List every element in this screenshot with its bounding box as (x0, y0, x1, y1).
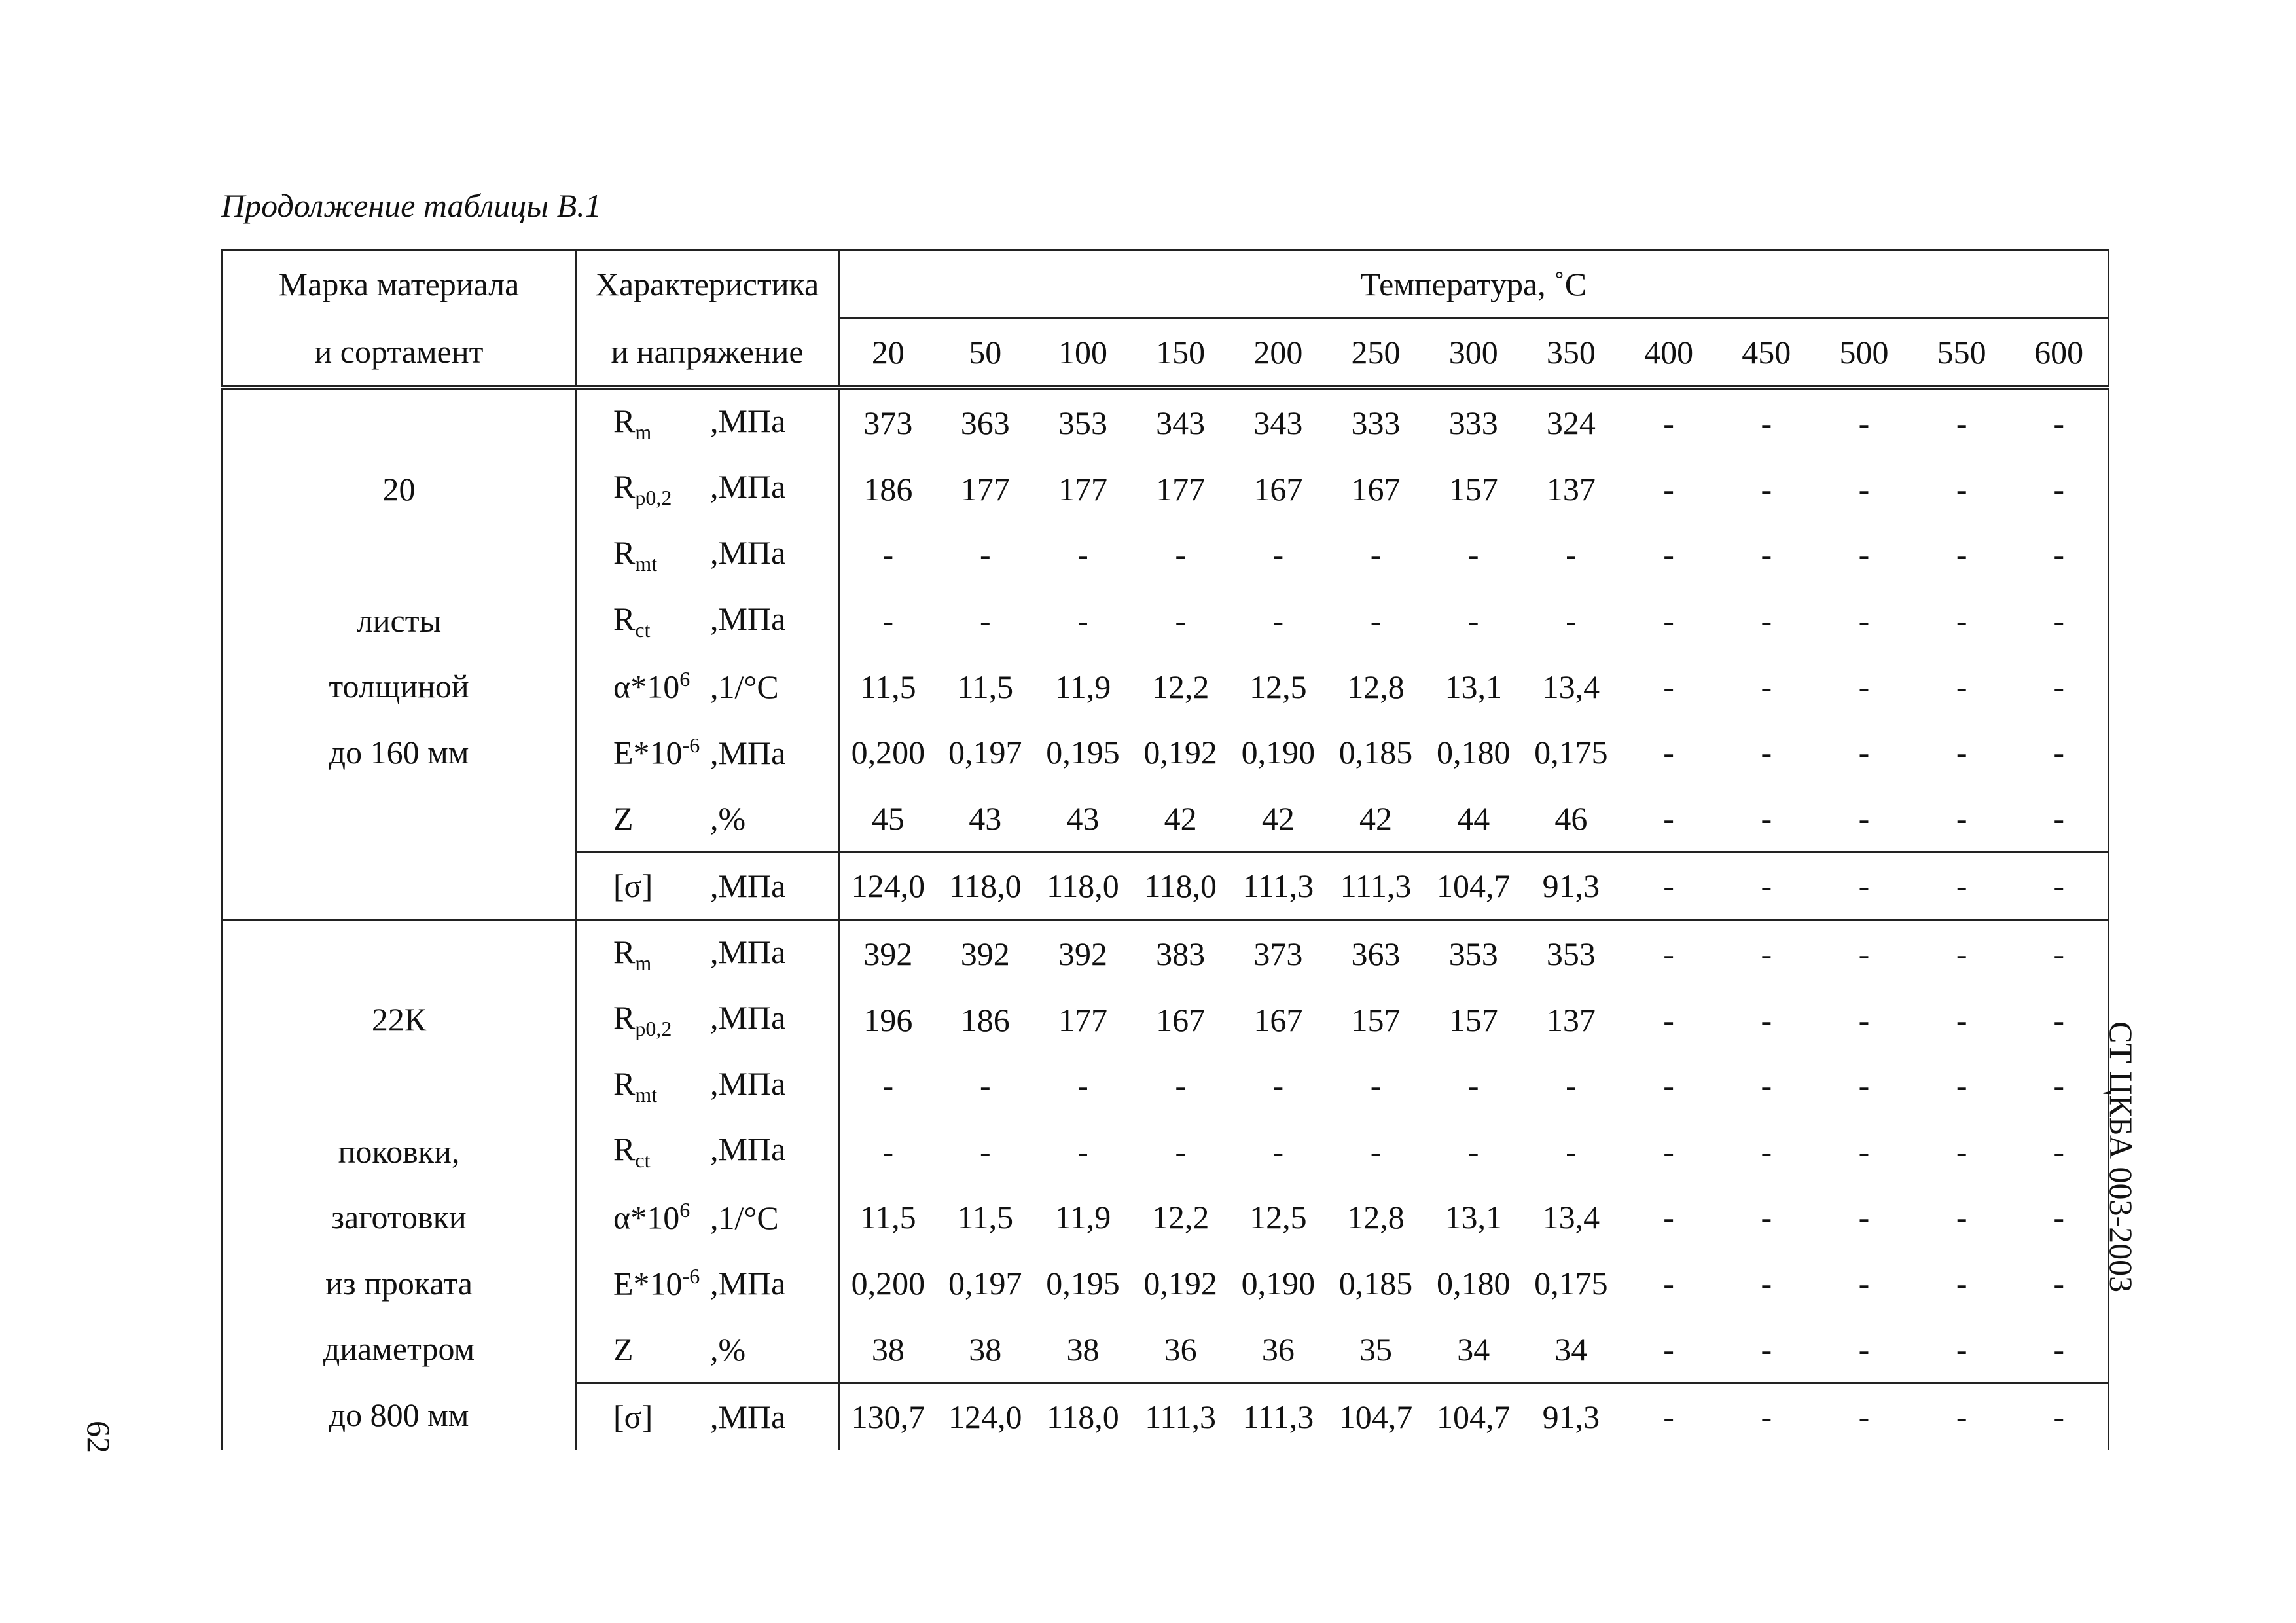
characteristic-cell (576, 987, 839, 1053)
value-cell: - (1175, 1133, 1186, 1170)
characteristic-cell (576, 720, 839, 786)
value-cell: 0,197 (948, 734, 1022, 771)
value-cell: 42 (1164, 799, 1197, 837)
characteristic-unit: ,МПа (710, 1065, 786, 1102)
characteristic-symbol: $\alpha*10^6$ (613, 667, 691, 705)
value-cell: 0,185 (1338, 734, 1413, 771)
value-cell: - (1663, 668, 1674, 705)
material-line (223, 921, 575, 987)
value-cell: - (1956, 536, 1967, 574)
value-cell: - (1858, 1067, 1870, 1104)
material-line: до 160 мм (329, 733, 469, 771)
value-cell: - (1663, 470, 1674, 507)
value-cell: - (1858, 536, 1870, 574)
characteristic-cell (576, 1250, 839, 1317)
value-cell: - (1956, 1265, 1967, 1302)
value-cell: 0,180 (1436, 734, 1511, 771)
characteristic-cell (576, 1053, 839, 1119)
value-cell: - (1175, 536, 1186, 574)
value-cell: - (2011, 920, 2108, 987)
value-cell: 118,0 (1034, 852, 1132, 921)
characteristic-symbol: $R_{ct}$ (613, 1131, 651, 1173)
characteristic-unit: ,МПа (710, 734, 786, 771)
value-cell: 186 (960, 1001, 1010, 1038)
material-line (223, 390, 575, 456)
value-cell: - (979, 536, 991, 574)
characteristic-symbol: $R_m$ (613, 933, 652, 975)
value-cell: 324 (1546, 405, 1596, 442)
value-cell: 333 (1448, 405, 1498, 442)
material-line: заготовки (331, 1199, 467, 1236)
temperature-header-cell: 250 (1327, 318, 1424, 388)
temperature-header-cell: 550 (1913, 318, 2011, 388)
value-cell: 118,0 (1034, 1383, 1132, 1450)
value-cell: - (1272, 602, 1284, 640)
value-cell: - (1663, 602, 1674, 640)
value-cell: - (1077, 1067, 1088, 1104)
value-cell: 91,3 (1522, 852, 1620, 921)
value-cell: 11,5 (957, 1199, 1014, 1236)
characteristic-unit: ,МПа (710, 999, 786, 1036)
value-cell: - (1956, 799, 1967, 837)
material-line: 20 (382, 470, 416, 507)
value-cell: - (1956, 470, 1967, 507)
material-line: до 800 мм (329, 1396, 469, 1433)
value-cell: 44 (1457, 799, 1490, 837)
characteristic-symbol: $R_{mt}$ (613, 534, 658, 575)
characteristic-cell (576, 456, 839, 522)
value-cell: - (1956, 1133, 1967, 1170)
characteristic-cell (576, 852, 839, 921)
value-cell: 124,0 (839, 852, 937, 921)
value-cell: - (1858, 1265, 1870, 1302)
value-cell: - (1858, 470, 1870, 507)
value-cell: - (1663, 734, 1674, 771)
characteristic-unit: ,МПа (710, 933, 786, 970)
value-cell: - (1272, 536, 1284, 574)
value-cell: 46 (1554, 799, 1588, 837)
value-cell: 392 (839, 920, 937, 987)
value-cell: - (1858, 602, 1870, 640)
value-cell: 157 (1448, 470, 1498, 507)
value-cell: - (882, 536, 894, 574)
value-cell: - (1858, 405, 1870, 442)
value-cell: 12,5 (1249, 668, 1307, 705)
value-cell: 157 (1351, 1001, 1401, 1038)
characteristic-cell (576, 522, 839, 588)
value-cell: 0,195 (1046, 734, 1120, 771)
value-cell: 111,3 (1229, 1383, 1327, 1450)
value-cell: - (2011, 1250, 2108, 1317)
value-cell: 0,200 (851, 734, 925, 771)
value-cell: - (1467, 1067, 1479, 1104)
value-cell: - (1858, 1199, 1870, 1236)
value-cell: 111,3 (1132, 1383, 1229, 1450)
value-cell: - (1077, 602, 1088, 640)
value-cell: - (1956, 1330, 1967, 1368)
temperature-header-cell: 450 (1717, 318, 1815, 388)
material-line (223, 522, 575, 588)
value-cell: - (1956, 1001, 1967, 1038)
value-cell: 167 (1351, 470, 1401, 507)
value-cell: - (1566, 1067, 1577, 1104)
characteristic-symbol: $R_{p0,2}$ (613, 468, 672, 510)
value-cell: - (1761, 668, 1772, 705)
material-line: из проката (325, 1264, 473, 1302)
characteristic-symbol: Z (613, 1330, 634, 1368)
value-cell: 38 (871, 1330, 905, 1368)
value-cell: - (1956, 668, 1967, 705)
value-cell: - (1761, 1199, 1772, 1236)
value-cell: - (1717, 1383, 1815, 1450)
value-cell: 363 (1327, 920, 1424, 987)
characteristic-cell (576, 1119, 839, 1185)
value-cell: - (1761, 734, 1772, 771)
characteristic-symbol: $R_{ct}$ (613, 600, 651, 642)
value-cell: - (1717, 852, 1815, 921)
characteristic-symbol: [σ] (613, 867, 653, 905)
value-cell: - (1620, 852, 1717, 921)
value-cell: - (1858, 1133, 1870, 1170)
value-cell: - (2011, 720, 2108, 786)
properties-table (221, 249, 2109, 1450)
characteristic-symbol: $R_{mt}$ (613, 1065, 658, 1106)
characteristic-cell (576, 1383, 839, 1450)
value-cell: 333 (1351, 405, 1401, 442)
temperature-header-cell: 200 (1229, 318, 1327, 388)
characteristic-unit: ,% (710, 799, 746, 837)
value-cell: 38 (969, 1330, 1002, 1368)
value-cell: - (1761, 1330, 1772, 1368)
value-cell: - (882, 602, 894, 640)
value-cell: - (1566, 1133, 1577, 1170)
temperature-header-cell: 400 (1620, 318, 1717, 388)
value-cell: 383 (1132, 920, 1229, 987)
value-cell: - (1467, 536, 1479, 574)
value-cell: - (2011, 388, 2108, 456)
material-line: поковки, (338, 1133, 460, 1170)
value-cell: - (1761, 405, 1772, 442)
value-cell: - (1077, 536, 1088, 574)
value-cell: 137 (1546, 470, 1596, 507)
value-cell: - (2011, 1053, 2108, 1119)
characteristic-unit: ,МПа (710, 1398, 786, 1436)
value-cell: - (1370, 602, 1382, 640)
value-cell: 43 (969, 799, 1002, 837)
value-cell: - (1761, 470, 1772, 507)
material-cell (223, 920, 576, 1450)
value-cell: - (1566, 536, 1577, 574)
value-cell: - (1175, 1067, 1186, 1104)
value-cell: 130,7 (839, 1383, 937, 1450)
characteristic-cell (576, 653, 839, 720)
characteristic-unit: ,МПа (710, 534, 786, 571)
value-cell: - (1663, 1133, 1674, 1170)
value-cell: - (882, 1133, 894, 1170)
value-cell: - (1272, 1133, 1284, 1170)
value-cell: - (1858, 799, 1870, 837)
value-cell: - (1467, 1133, 1479, 1170)
value-cell: 0,200 (851, 1265, 925, 1302)
value-cell: 167 (1156, 1001, 1206, 1038)
temperature-header-cell: 500 (1815, 318, 1912, 388)
characteristic-unit: ,1/°С (710, 1199, 779, 1236)
value-cell: 36 (1164, 1330, 1197, 1368)
value-cell: 11,5 (860, 668, 916, 705)
characteristic-unit: ,МПа (710, 468, 786, 505)
value-cell: - (1663, 1265, 1674, 1302)
material-line: листы (356, 602, 442, 639)
value-cell: 34 (1457, 1330, 1490, 1368)
temperature-header-cell: 20 (839, 318, 937, 388)
value-cell: 373 (1229, 920, 1327, 987)
value-cell: 42 (1359, 799, 1393, 837)
value-cell: - (1717, 920, 1815, 987)
value-cell: - (1370, 536, 1382, 574)
value-cell: - (2011, 653, 2108, 720)
value-cell: - (1956, 602, 1967, 640)
characteristic-symbol: $\alpha*10^6$ (613, 1198, 691, 1236)
material-line: 22К (371, 1001, 427, 1038)
value-cell: 0,192 (1143, 734, 1217, 771)
value-cell: 12,8 (1347, 1199, 1405, 1236)
value-cell: - (1956, 734, 1967, 771)
value-cell: 373 (863, 405, 913, 442)
value-cell: 11,9 (1054, 1199, 1111, 1236)
value-cell: - (2011, 852, 2108, 921)
value-cell: 12,5 (1249, 1199, 1307, 1236)
value-cell: - (1815, 1383, 1912, 1450)
value-cell: - (1663, 405, 1674, 442)
value-cell: - (2011, 1316, 2108, 1383)
value-cell: - (1370, 1067, 1382, 1104)
value-cell: - (882, 1067, 894, 1104)
value-cell: - (1761, 799, 1772, 837)
material-line: толщиной (329, 668, 469, 705)
value-cell: 11,5 (860, 1199, 916, 1236)
value-cell: - (1761, 536, 1772, 574)
temperature-header-cell: 350 (1522, 318, 1620, 388)
value-cell: - (1566, 602, 1577, 640)
value-cell: - (1272, 1067, 1284, 1104)
characteristic-unit: ,% (710, 1330, 746, 1368)
page-number: 62 (81, 1421, 117, 1453)
material-line (223, 786, 575, 852)
value-cell: - (979, 1067, 991, 1104)
value-cell: - (1913, 852, 2011, 921)
characteristic-unit: ,МПа (710, 1131, 786, 1168)
characteristic-cell (576, 1316, 839, 1383)
material-line (223, 1053, 575, 1119)
value-cell: 353 (1058, 405, 1107, 442)
value-cell: 0,195 (1046, 1265, 1120, 1302)
value-cell: 91,3 (1522, 1383, 1620, 1450)
value-cell: 104,7 (1425, 1383, 1522, 1450)
value-cell: 0,190 (1241, 734, 1316, 771)
value-cell: - (1815, 920, 1912, 987)
value-cell: 11,5 (957, 668, 1014, 705)
value-cell: - (1663, 1330, 1674, 1368)
value-cell: 13,4 (1542, 668, 1600, 705)
value-cell: 104,7 (1327, 1383, 1424, 1450)
value-cell: - (1175, 602, 1186, 640)
characteristic-cell (576, 588, 839, 654)
characteristic-symbol: $R_{p0,2}$ (613, 999, 672, 1041)
value-cell: 363 (960, 405, 1010, 442)
characteristic-symbol: Z (613, 799, 634, 837)
value-cell: 104,7 (1425, 852, 1522, 921)
value-cell: 353 (1522, 920, 1620, 987)
value-cell: - (1663, 1067, 1674, 1104)
value-cell: - (1858, 1330, 1870, 1368)
characteristic-symbol: $E*10^{-6}$ (613, 1264, 700, 1302)
characteristic-symbol: $R_m$ (613, 402, 652, 444)
value-cell: 137 (1546, 1001, 1596, 1038)
value-cell: - (2011, 786, 2108, 852)
header-material-line1: Марка материала (223, 250, 576, 318)
value-cell: 353 (1425, 920, 1522, 987)
value-cell: 45 (871, 799, 905, 837)
table-row (223, 920, 2109, 987)
value-cell: 0,190 (1241, 1265, 1316, 1302)
value-cell: 343 (1156, 405, 1206, 442)
value-cell: - (2011, 1383, 2108, 1450)
table-row (223, 388, 2109, 456)
value-cell: 13,1 (1444, 1199, 1502, 1236)
temperature-header-cell: 100 (1034, 318, 1132, 388)
value-cell: - (1663, 536, 1674, 574)
characteristic-unit: ,МПа (710, 867, 786, 905)
value-cell: 177 (1058, 1001, 1107, 1038)
value-cell: - (979, 602, 991, 640)
value-cell: 111,3 (1229, 852, 1327, 921)
characteristic-unit: ,МПа (710, 1265, 786, 1302)
value-cell: 0,197 (948, 1265, 1022, 1302)
material-line: диаметром (323, 1330, 475, 1368)
value-cell: 13,1 (1444, 668, 1502, 705)
value-cell: - (2011, 987, 2108, 1053)
value-cell: 196 (863, 1001, 913, 1038)
value-cell: 36 (1261, 1330, 1295, 1368)
value-cell: 12,8 (1347, 668, 1405, 705)
value-cell: 167 (1253, 1001, 1303, 1038)
value-cell: - (1956, 1067, 1967, 1104)
value-cell: - (1370, 1133, 1382, 1170)
value-cell: 13,4 (1542, 1199, 1600, 1236)
characteristic-cell (576, 388, 839, 456)
value-cell: 0,175 (1534, 1265, 1608, 1302)
value-cell: 118,0 (937, 852, 1034, 921)
material-cell (223, 388, 576, 920)
header-char-line2: и напряжение (576, 318, 839, 388)
value-cell: 392 (1034, 920, 1132, 987)
value-cell: - (1956, 1199, 1967, 1236)
value-cell: - (2011, 1119, 2108, 1185)
material-line (223, 851, 575, 917)
characteristic-cell (576, 1184, 839, 1250)
value-cell: 177 (960, 470, 1010, 507)
value-cell: - (1761, 1133, 1772, 1170)
value-cell: - (2011, 1184, 2108, 1250)
value-cell: 35 (1359, 1330, 1393, 1368)
value-cell: - (1913, 920, 2011, 987)
characteristic-symbol: [σ] (613, 1398, 653, 1436)
temperature-header-cell: 50 (937, 318, 1034, 388)
value-cell: - (1913, 1383, 2011, 1450)
value-cell: - (979, 1133, 991, 1170)
value-cell: - (1663, 1199, 1674, 1236)
value-cell: 111,3 (1327, 852, 1424, 921)
value-cell: 157 (1448, 1001, 1498, 1038)
value-cell: - (2011, 456, 2108, 522)
value-cell: - (1858, 734, 1870, 771)
value-cell: 43 (1066, 799, 1100, 837)
value-cell: - (1620, 920, 1717, 987)
value-cell: 0,185 (1338, 1265, 1413, 1302)
characteristic-unit: ,МПа (710, 402, 786, 439)
temperature-header-cell: 300 (1425, 318, 1522, 388)
table-caption: Продолжение таблицы В.1 (221, 187, 601, 224)
value-cell: 0,192 (1143, 1265, 1217, 1302)
header-material-line2: и сортамент (223, 318, 576, 388)
value-cell: - (2011, 522, 2108, 588)
value-cell: - (2011, 588, 2108, 654)
value-cell: 392 (937, 920, 1034, 987)
temperature-header-cell: 600 (2011, 318, 2108, 388)
value-cell: - (1956, 405, 1967, 442)
value-cell: 34 (1554, 1330, 1588, 1368)
characteristic-cell (576, 786, 839, 852)
characteristic-symbol: $E*10^{-6}$ (613, 733, 700, 771)
value-cell: - (1663, 799, 1674, 837)
value-cell: 12,2 (1151, 1199, 1210, 1236)
value-cell: 177 (1156, 470, 1206, 507)
value-cell: 12,2 (1151, 668, 1210, 705)
characteristic-unit: ,МПа (710, 600, 786, 637)
value-cell: 0,180 (1436, 1265, 1511, 1302)
value-cell: 167 (1253, 470, 1303, 507)
value-cell: - (1858, 668, 1870, 705)
value-cell: 118,0 (1132, 852, 1229, 921)
temperature-header-cell: 150 (1132, 318, 1229, 388)
value-cell: - (1663, 1001, 1674, 1038)
value-cell: - (1761, 1001, 1772, 1038)
value-cell: 124,0 (937, 1383, 1034, 1450)
value-cell: 343 (1253, 405, 1303, 442)
value-cell: - (1620, 1383, 1717, 1450)
value-cell: - (1467, 602, 1479, 640)
characteristic-cell (576, 920, 839, 987)
value-cell: 177 (1058, 470, 1107, 507)
characteristic-unit: ,1/°С (710, 668, 779, 705)
value-cell: - (1761, 602, 1772, 640)
header-char-line1: Характеристика (576, 250, 839, 318)
value-cell: 186 (863, 470, 913, 507)
value-cell: - (1815, 852, 1912, 921)
value-cell: 11,9 (1054, 668, 1111, 705)
value-cell: - (1077, 1133, 1088, 1170)
value-cell: - (1858, 1001, 1870, 1038)
value-cell: - (1761, 1265, 1772, 1302)
value-cell: 0,175 (1534, 734, 1608, 771)
header-temperature-title: Температура, ˚С (839, 250, 2109, 318)
document-code: СТ ЦКБА 003-2003 (2103, 1021, 2140, 1293)
value-cell: 38 (1066, 1330, 1100, 1368)
value-cell: - (1761, 1067, 1772, 1104)
value-cell: 42 (1261, 799, 1295, 837)
